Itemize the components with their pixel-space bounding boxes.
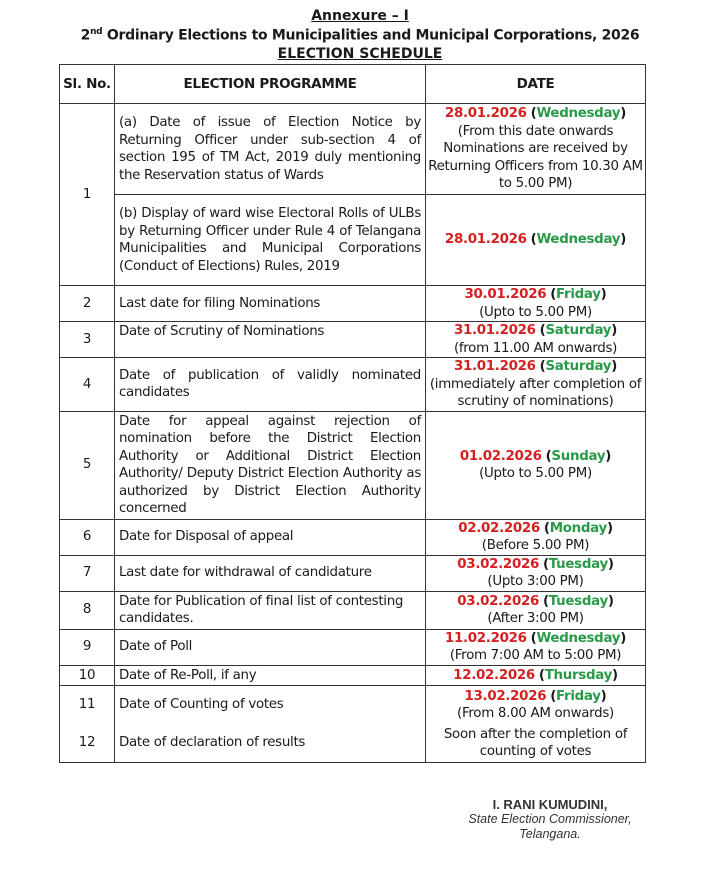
row-date-cell: 28.01.2026 (Wednesday) <box>426 195 646 286</box>
row-note: (Before 5.00 PM) <box>481 538 590 553</box>
table-row <box>60 629 646 665</box>
row-programme: Date of Re-Poll, if any <box>115 665 426 686</box>
title-ordinal-suffix: nd <box>90 27 103 37</box>
row-note: (Upto to 5.00 PM) <box>479 466 592 481</box>
row-date: 11.02.2026 <box>444 630 527 646</box>
table-row <box>60 555 646 591</box>
row-day: Monday <box>549 520 607 536</box>
schedule-heading: ELECTION SCHEDULE <box>277 46 443 62</box>
row-date-cell: 11.02.2026 (Wednesday) (From 7:00 AM to 5:00 PM) <box>426 629 646 665</box>
row-programme: Last date for withdrawal of candidature <box>115 555 426 591</box>
table-row <box>60 591 646 629</box>
row-date: 31.01.2026 <box>453 359 536 374</box>
election-schedule-table <box>59 64 646 763</box>
row-day: Saturday <box>545 323 612 338</box>
row-date-cell: 01.02.2026 (Sunday) (Upto to 5.00 PM) <box>426 411 646 519</box>
row-date: 13.02.2026 <box>464 688 547 704</box>
row-programme: Date of Counting of votes <box>115 686 426 725</box>
row-date: 12.02.2026 <box>453 667 535 683</box>
row-programme: Date for Publication of final list of contesting candidates. <box>115 591 426 629</box>
row-programme: Date of Scrutiny of Nominations <box>115 322 426 358</box>
row-note: (Upto 3:00 PM) <box>487 574 584 589</box>
annexure-heading: Annexure – I <box>311 8 409 24</box>
table-row <box>60 358 646 412</box>
table-row <box>60 724 646 763</box>
row-programme: Date of publication of validly nominated candidates <box>115 358 426 412</box>
col-header-programme: ELECTION PROGRAMME <box>115 65 426 104</box>
signatory-role: State Election Commissioner, <box>468 812 632 826</box>
row-programme: (a) Date of issue of Election Notice by Returning Officer under sub-section 4 of section 195 of TM Act, 2019 duly mentioning the Reservation status of Wards <box>115 104 426 195</box>
row-note: (From 8.00 AM onwards) <box>457 706 614 721</box>
col-header-date: DATE <box>426 65 646 104</box>
row-note: Soon after the completion of counting of votes <box>443 726 628 759</box>
row-date-cell: 30.01.2026 (Friday) (Upto to 5.00 PM) <box>426 286 646 322</box>
row-sl: 1 <box>60 104 115 286</box>
row-sl: 6 <box>60 519 115 555</box>
table-row <box>60 411 646 519</box>
row-date-cell: 03.02.2026 (Tuesday) (After 3:00 PM) <box>426 591 646 629</box>
row-sl: 12 <box>60 724 115 763</box>
row-note: (From 7:00 AM to 5:00 PM) <box>449 648 622 663</box>
title-ordinal: 2 <box>80 27 91 44</box>
table-row <box>60 665 646 686</box>
row-note: (After 3:00 PM) <box>487 611 584 626</box>
row-date: 28.01.2026 <box>444 106 527 122</box>
row-day: Wednesday <box>536 630 621 646</box>
table-row <box>60 519 646 555</box>
row-day: Tuesday <box>548 556 608 572</box>
row-date: 03.02.2026 <box>457 556 539 572</box>
row-sl: 3 <box>60 322 115 358</box>
table-header-row <box>60 65 646 104</box>
row-date-cell: 31.01.2026 (Saturday) (from 11.00 AM onwards) <box>426 322 646 358</box>
row-day: Friday <box>556 287 601 302</box>
row-sl: 11 <box>60 686 115 725</box>
row-day: Wednesday <box>536 232 621 248</box>
row-programme: (b) Display of ward wise Electoral Rolls of ULBs by Returning Officer under Rule 4 of Telangana Municipalities and Municipal Corporations (Conduct of Elections) Rules, 2019 <box>115 195 426 286</box>
row-day: Thursday <box>544 667 612 683</box>
row-day: Saturday <box>545 359 612 374</box>
row-date-cell: 13.02.2026 (Friday) (From 8.00 AM onwards) <box>426 686 646 725</box>
row-date-cell <box>426 724 646 763</box>
row-programme: Date of declaration of results <box>115 724 426 763</box>
row-programme: Date of Poll <box>115 629 426 665</box>
row-note: (From this date onwards Nominations are received by Returning Officers from 10.30 AM to 5.00 PM) <box>428 123 643 192</box>
title-text: Ordinary Elections to Municipalities and Municipal Corporations, 2026 <box>102 27 640 44</box>
row-date-cell: 28.01.2026 (Wednesday) (From this date onwards Nominations are received by Returning Officers from 10.30 AM to 5.00 PM) <box>426 104 646 195</box>
row-date-cell: 31.01.2026 (Saturday) (immediately after completion of scrutiny of nominations) <box>426 358 646 412</box>
row-date: 03.02.2026 <box>457 593 539 609</box>
row-day: Friday <box>556 688 601 704</box>
row-sl: 5 <box>60 411 115 519</box>
row-sl: 2 <box>60 286 115 322</box>
table-row <box>60 286 646 322</box>
row-programme: Date for appeal against rejection of nomination before the District Election Authority or Additional District Election Authority/ Deputy District Election Authority as authorized by District Election Authority concerned <box>115 411 426 519</box>
table-row <box>60 195 646 286</box>
row-date: 02.02.2026 <box>458 520 540 536</box>
document-title <box>0 27 720 44</box>
row-day: Wednesday <box>536 106 621 122</box>
col-header-sl: Sl. No. <box>60 65 115 104</box>
table-row <box>60 322 646 358</box>
row-programme: Last date for filing Nominations <box>115 286 426 322</box>
row-note: (Upto to 5.00 PM) <box>479 304 592 320</box>
row-note: (immediately after completion of scrutiny of nominations) <box>429 376 642 409</box>
row-date-cell: 12.02.2026 (Thursday) <box>426 665 646 686</box>
row-sl: 4 <box>60 358 115 412</box>
row-date: 30.01.2026 <box>464 287 547 302</box>
signatory-name: I. RANI KUMUDINI, <box>492 797 608 812</box>
row-day: Tuesday <box>548 593 608 609</box>
table-row <box>60 104 646 195</box>
row-sl: 7 <box>60 555 115 591</box>
row-date: 28.01.2026 <box>444 232 527 248</box>
row-note: (from 11.00 AM onwards) <box>453 340 618 356</box>
row-date: 31.01.2026 <box>453 323 536 338</box>
row-programme: Date for Disposal of appeal <box>115 519 426 555</box>
row-date-cell: 02.02.2026 (Monday) (Before 5.00 PM) <box>426 519 646 555</box>
table-row <box>60 686 646 725</box>
row-sl: 9 <box>60 629 115 665</box>
row-date: 01.02.2026 <box>459 448 542 464</box>
row-sl: 8 <box>60 591 115 629</box>
row-day: Sunday <box>551 448 606 464</box>
signatory-state: Telangana. <box>519 827 581 841</box>
row-sl: 10 <box>60 665 115 686</box>
row-date-cell: 03.02.2026 (Tuesday) (Upto 3:00 PM) <box>426 555 646 591</box>
